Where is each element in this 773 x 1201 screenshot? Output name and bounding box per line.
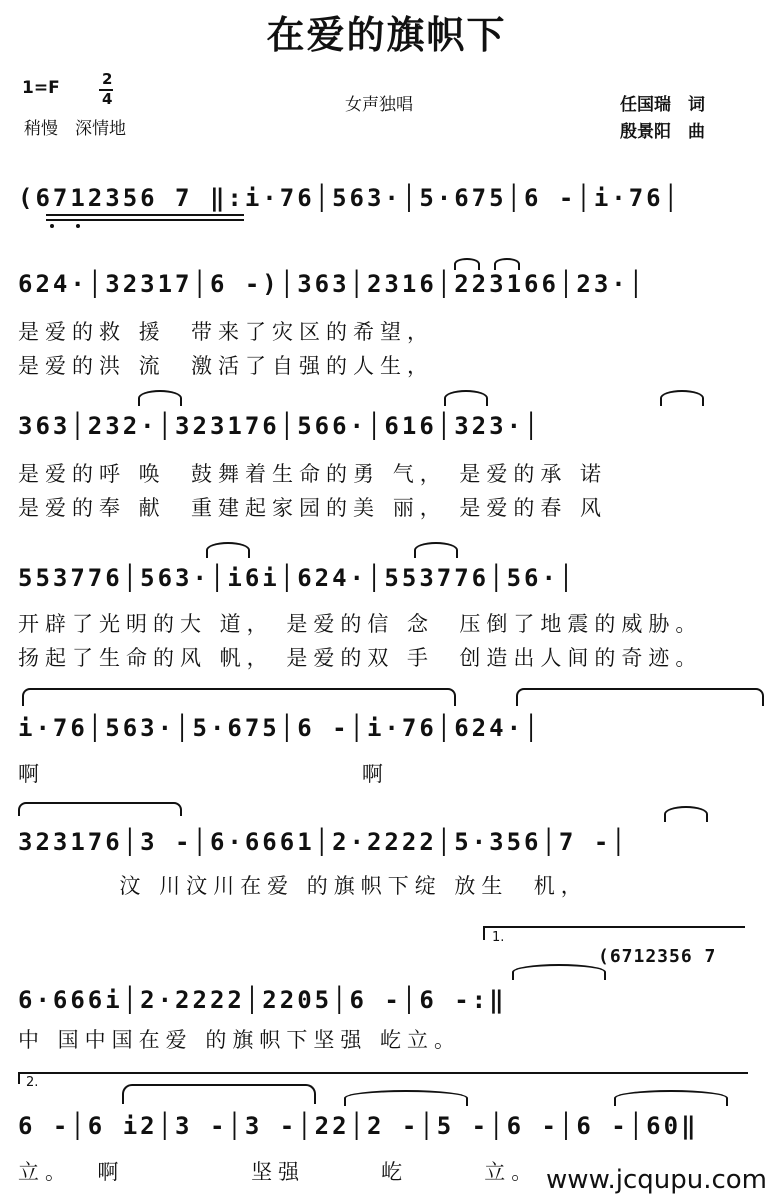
lyrics-verse-2: 是爱的洪 流 激活了自强的人生， bbox=[18, 354, 435, 378]
volta-bracket-1 bbox=[483, 926, 745, 940]
time-signature-top: 2 bbox=[102, 70, 113, 88]
score-system-7 bbox=[18, 986, 758, 1016]
lyrics-line: 汶 川汶川在爱 的旗帜下绽 放生 机， bbox=[18, 874, 588, 898]
score-system-6 bbox=[18, 828, 758, 858]
performance-type: 女声独唱 bbox=[345, 95, 413, 115]
score-system-4 bbox=[18, 564, 758, 594]
score-system-1 bbox=[18, 184, 758, 214]
watermark: www.jcqupu.com bbox=[546, 1165, 767, 1195]
notation-line: (6712356 7 ‖:i·76│563·│5·675│6 -│i·76│ bbox=[18, 184, 682, 212]
lyricist-credit: 任国瑞 词 bbox=[620, 95, 705, 115]
score-system-2 bbox=[18, 270, 758, 300]
tempo-marking: 稍慢 深情地 bbox=[24, 119, 126, 139]
repeat-intro-notes: (6712356 7 bbox=[598, 946, 717, 967]
lyrics-verse-1: 开辟了光明的大 道， 是爱的信 念 压倒了地震的威胁。 bbox=[18, 612, 703, 636]
notation-line: i·76│563·│5·675│6 -│i·76│624·│ bbox=[18, 714, 542, 742]
lyrics-verse-2: 是爱的奉 献 重建起家园的美 丽， 是爱的春 风 bbox=[18, 496, 608, 520]
lyrics-line: 中 国中国在爱 的旗帜下坚强 屹立。 bbox=[18, 1028, 462, 1052]
volta-bracket-2 bbox=[18, 1072, 748, 1084]
key-signature: 1=F bbox=[22, 78, 60, 98]
score-system-8 bbox=[18, 1112, 758, 1142]
lyrics-verse-1: 是爱的呼 唤 鼓舞着生命的勇 气， 是爱的承 诺 bbox=[18, 462, 608, 486]
time-signature-bottom: 4 bbox=[102, 90, 113, 108]
score-system-3 bbox=[18, 412, 758, 442]
volta-label-1: 1. bbox=[492, 930, 505, 945]
song-title: 在爱的旗帜下 bbox=[266, 13, 507, 57]
volta-label-2: 2. bbox=[26, 1075, 39, 1090]
lyrics-line: 啊 啊 bbox=[18, 762, 389, 786]
composer-credit: 殷景阳 曲 bbox=[620, 122, 705, 142]
score-system-5 bbox=[18, 714, 758, 744]
notation-line: 6·666i│2·2222│2205│6 -│6 -:‖ bbox=[18, 986, 507, 1014]
lyrics-line: 立。 啊 坚强 屹 立。 bbox=[18, 1160, 539, 1184]
lyrics-verse-1: 是爱的救 援 带来了灾区的希望， bbox=[18, 320, 435, 344]
notation-line: 6 -│6 i2│3 -│3 -│22│2 -│5 -│6 -│6 -│60‖ bbox=[18, 1112, 699, 1140]
notation-line: 363│232·│323176│566·│616│323·│ bbox=[18, 412, 542, 440]
lyrics-verse-2: 扬起了生命的风 帆， 是爱的双 手 创造出人间的奇迹。 bbox=[18, 646, 703, 670]
notation-line: 323176│3 -│6·6661│2·2222│5·356│7 -│ bbox=[18, 828, 629, 856]
notation-line: 553776│563·│i6i│624·│553776│56·│ bbox=[18, 564, 577, 592]
notation-line: 624·│32317│6 -)│363│2316│223166│23·│ bbox=[18, 270, 647, 298]
